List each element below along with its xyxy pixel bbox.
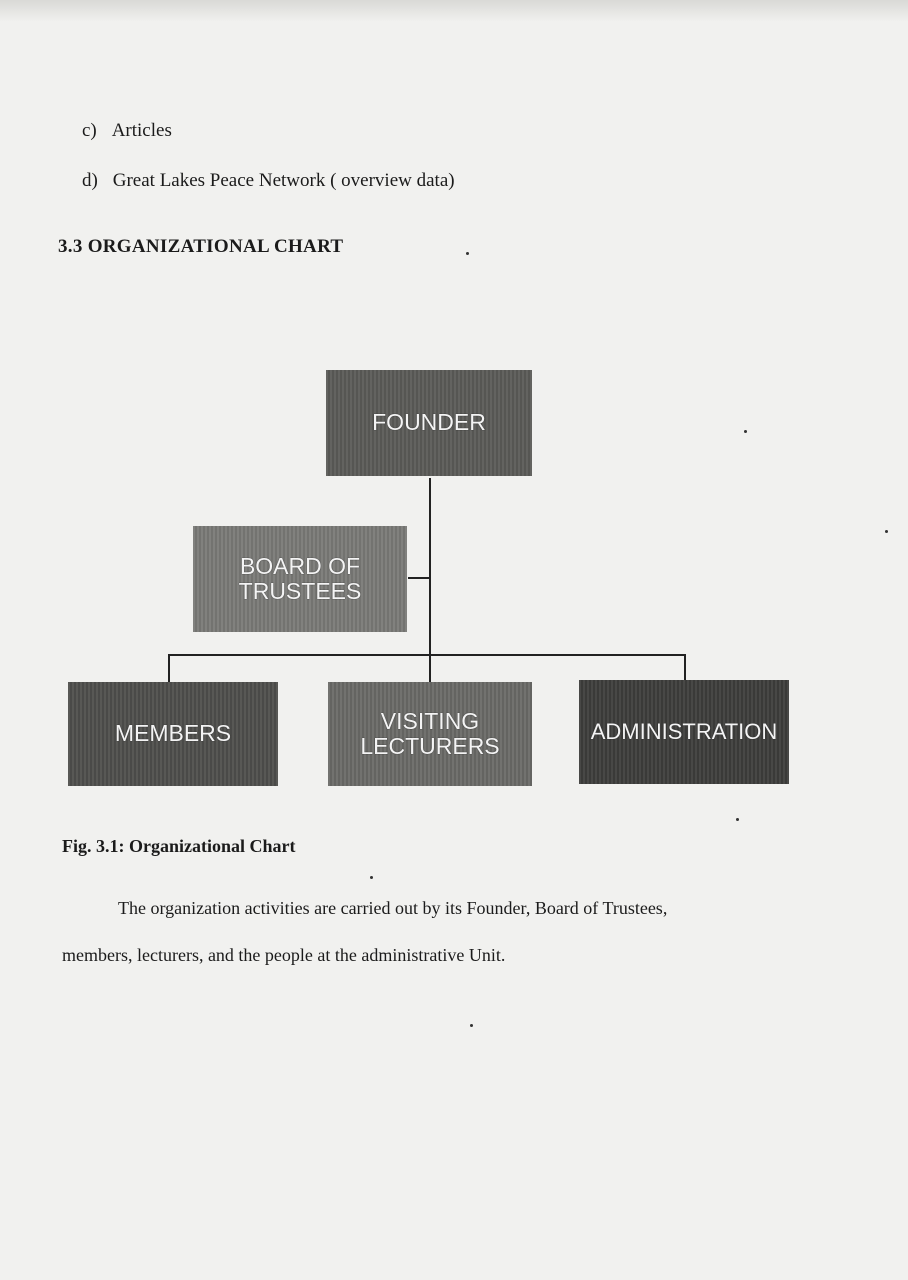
scan-speck (370, 876, 373, 879)
org-node-board-of-trustees (193, 526, 407, 632)
section-heading: 3.3 ORGANIZATIONAL CHART (58, 236, 344, 257)
scan-speck (466, 252, 469, 255)
list-marker: c) (82, 120, 97, 141)
org-node-label-line1: BOARD OF (239, 552, 361, 579)
figure-caption: Fig. 3.1: Organizational Chart (62, 836, 296, 856)
org-node-visiting-lecturers (328, 682, 532, 786)
connector-horizontal (168, 654, 686, 656)
org-node-label: FOUNDER (372, 409, 486, 436)
connector-members (168, 654, 170, 684)
list-item-text: Great Lakes Peace Network ( overview data) (112, 170, 455, 191)
org-node-label: MEMBERS (114, 720, 232, 747)
paragraph-line-1: The organization activities are carried out by its Founder, Board of Trustees, (118, 898, 668, 918)
scan-speck (885, 530, 888, 533)
org-node-label-line2: TRUSTEES (238, 578, 362, 604)
org-node-members (68, 682, 278, 786)
org-node-label-line1: VISITING (380, 707, 480, 734)
connector-administration (684, 654, 686, 682)
scan-speck (744, 430, 747, 433)
org-node-label-line2: LECTURERS (360, 733, 500, 759)
scan-speck (470, 1024, 473, 1027)
scan-speck (736, 818, 739, 821)
list-item-text: Articles (111, 120, 172, 141)
org-node-founder (326, 370, 532, 476)
connector-board (408, 577, 430, 579)
paragraph-line-2: members, lecturers, and the people at the administrative Unit. (62, 945, 506, 965)
org-node-label: ADMINISTRATION (590, 718, 778, 744)
org-node-administration (579, 680, 789, 784)
list-marker: d) (82, 170, 98, 191)
